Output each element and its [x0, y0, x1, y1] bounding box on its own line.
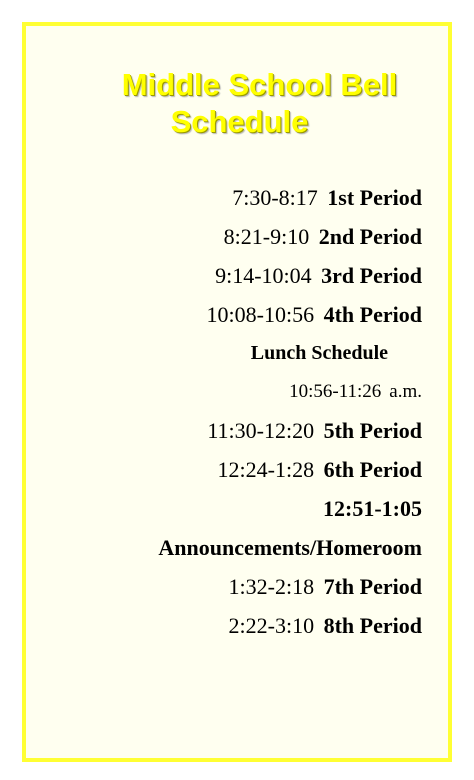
schedule-row-4	[36, 295, 422, 334]
schedule-card	[22, 22, 452, 762]
title-line-1: Middle School Bell	[121, 67, 398, 102]
schedule-row-1	[36, 178, 422, 217]
schedule-row-7	[36, 567, 422, 606]
period-time: 8:21-9:10	[223, 224, 310, 249]
schedule-list	[36, 178, 422, 645]
homeroom-time-row	[36, 489, 422, 528]
period-name: 2nd Period	[318, 224, 422, 249]
homeroom-time: 12:51-1:05	[323, 496, 422, 521]
period-name: 7th Period	[323, 574, 422, 599]
period-time: 12:24-1:28	[217, 457, 315, 482]
lunch-time-row	[36, 373, 422, 411]
period-time: 2:22-3:10	[228, 613, 315, 638]
homeroom-label-row	[36, 528, 422, 567]
period-time: 10:08-10:56	[206, 302, 315, 327]
page-title	[26, 66, 448, 140]
schedule-row-5	[36, 411, 422, 450]
lunch-time-suffix: a.m.	[389, 381, 422, 402]
homeroom-label: Announcements/Homeroom	[158, 535, 422, 560]
period-name: 3rd Period	[321, 263, 422, 288]
period-time: 1:32-2:18	[228, 574, 315, 599]
schedule-row-8	[36, 606, 422, 645]
period-name: 8th Period	[323, 613, 422, 638]
lunch-heading: Lunch Schedule	[250, 342, 388, 364]
period-time: 9:14-10:04	[215, 263, 312, 288]
period-time: 11:30-12:20	[207, 418, 315, 443]
period-name: 1st Period	[327, 185, 422, 210]
lunch-time: 10:56-11:26	[289, 381, 382, 402]
period-name: 6th Period	[323, 457, 422, 482]
period-name: 4th Period	[323, 302, 422, 327]
schedule-row-6	[36, 450, 422, 489]
schedule-row-2	[36, 217, 422, 256]
schedule-row-3	[36, 256, 422, 295]
period-time: 7:30-8:17	[232, 185, 318, 210]
period-name: 5th Period	[323, 418, 422, 443]
title-line-2: Schedule	[170, 104, 309, 139]
